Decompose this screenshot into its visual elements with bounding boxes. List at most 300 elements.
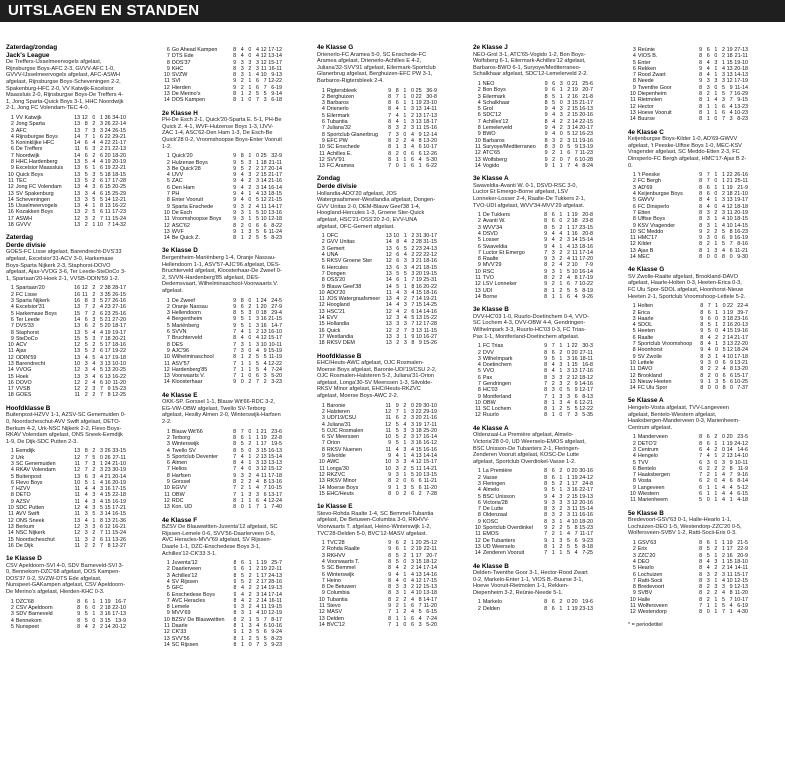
goals: 28-17 xyxy=(112,285,126,292)
team-name: KOSC xyxy=(482,518,499,525)
played: 8 xyxy=(233,504,237,511)
rank: 12 xyxy=(318,302,325,309)
team-name: Blauw Wit'66 xyxy=(171,428,203,435)
rank: 5 xyxy=(632,459,636,466)
wins: 1 xyxy=(551,287,555,294)
team-name: Eilermark xyxy=(482,93,506,100)
team-name: Barendrecht xyxy=(15,361,46,367)
draws: 3 xyxy=(403,289,407,296)
wins: 5 xyxy=(240,441,244,448)
points: 11 xyxy=(572,506,578,513)
rank: 7 xyxy=(632,472,636,479)
team-name: SC Lochem xyxy=(482,406,511,413)
rank: 12 xyxy=(629,609,636,616)
wins: 1 xyxy=(551,393,555,400)
played: 7 xyxy=(388,131,392,138)
played: 11 xyxy=(385,415,392,422)
rank: 13 xyxy=(474,156,481,163)
points: 24 xyxy=(104,127,111,134)
played: 9 xyxy=(233,172,237,179)
team-name: Quick Boys xyxy=(15,171,44,178)
losses: 6 xyxy=(100,310,104,317)
team-name: AJC'96 xyxy=(171,347,190,354)
points: 22 xyxy=(571,343,578,350)
draws: 3 xyxy=(403,258,407,265)
rank: 1 xyxy=(321,402,325,409)
goals: 10-17 xyxy=(734,596,748,603)
points: 8 xyxy=(418,137,422,144)
draws: 1 xyxy=(403,100,407,107)
losses: 2 xyxy=(567,262,571,269)
draws: 2 xyxy=(559,480,563,487)
draws: 1 xyxy=(248,485,252,492)
played: 8 xyxy=(544,93,548,100)
points: 15 xyxy=(571,99,578,106)
goals: 14-11 xyxy=(734,565,748,572)
losses: 4 xyxy=(722,590,726,597)
team-name: RKAV Volendam xyxy=(15,467,56,474)
played: 8 xyxy=(544,118,548,125)
wins: 1 xyxy=(240,235,244,242)
wins: 6 xyxy=(706,440,710,447)
points: 1 xyxy=(418,163,422,170)
team-name: DZC'68 xyxy=(15,598,34,605)
draws: 1 xyxy=(714,453,718,460)
points: 15 xyxy=(726,59,733,66)
team-name: De Tubanters xyxy=(482,537,516,544)
losses: 5 xyxy=(567,387,571,394)
team-name: RDC xyxy=(171,497,184,504)
wins: 2 xyxy=(706,241,710,248)
league-subtitle: Jack's League xyxy=(6,51,50,59)
wins: 4 xyxy=(84,203,88,210)
wins: 4 xyxy=(84,486,88,493)
played: 9 xyxy=(388,453,392,460)
wins: 2 xyxy=(84,209,88,216)
losses: 7 xyxy=(411,296,415,303)
draws: 0 xyxy=(248,197,252,204)
played: 8 xyxy=(233,616,237,623)
points: 7 xyxy=(729,97,733,104)
goals: 17-14 xyxy=(579,249,593,256)
points: 2 xyxy=(263,379,267,386)
losses: 3 xyxy=(256,65,260,72)
draws: 4 xyxy=(92,367,96,374)
rank: 13 xyxy=(474,287,481,294)
played: 7 xyxy=(233,453,237,460)
wins: 5 xyxy=(706,552,710,559)
rank: 2 xyxy=(166,434,170,441)
goals: 11-21 xyxy=(734,247,748,254)
goals: 25-12 xyxy=(423,540,437,547)
legend-note: * = periodetitel xyxy=(628,621,663,628)
team-name: DEO xyxy=(637,558,650,565)
goals: 16-8 xyxy=(582,362,593,369)
points: 11 xyxy=(572,256,578,263)
rank: 5 xyxy=(321,565,325,572)
draws: 0 xyxy=(248,47,252,53)
played: 12 xyxy=(385,408,392,415)
points: 15 xyxy=(104,492,111,499)
played: 9 xyxy=(544,537,548,544)
played: 13 xyxy=(74,221,81,228)
wins: 5 xyxy=(84,335,88,342)
points: 9 xyxy=(730,359,734,366)
goals: 18-16 xyxy=(579,243,593,250)
losses: 8 xyxy=(722,253,726,260)
losses: 6 xyxy=(100,152,104,159)
losses: 5 xyxy=(100,196,104,203)
played: 8 xyxy=(388,552,392,559)
rank: 8 xyxy=(321,277,325,284)
rank: 1 xyxy=(321,233,325,240)
points: 21 xyxy=(726,178,733,185)
losses: 4 xyxy=(722,472,726,479)
points: 15 xyxy=(104,190,111,197)
losses: 6 xyxy=(256,84,260,91)
points: 16 xyxy=(104,486,111,493)
wins: 4 xyxy=(706,565,710,572)
team-name: BVC'12 xyxy=(326,621,345,628)
played: 8 xyxy=(699,540,703,547)
goals: 15-24 xyxy=(112,215,126,222)
losses: 0 xyxy=(722,434,726,441)
team-name: Diepenheim xyxy=(637,91,667,98)
draws: 1 xyxy=(248,616,252,623)
losses: 2 xyxy=(567,381,571,387)
points: 5 xyxy=(574,543,578,550)
points: 11 xyxy=(416,465,422,472)
points: 7 xyxy=(729,241,733,248)
goals: 17-23 xyxy=(112,209,126,216)
losses: 3 xyxy=(100,511,104,518)
rank: 13 xyxy=(629,378,636,385)
goals: 5-30 xyxy=(426,156,437,163)
wins: 4 xyxy=(395,446,399,453)
draws: 3 xyxy=(92,460,96,467)
losses: 2 xyxy=(722,322,726,329)
rank: 12 xyxy=(163,84,170,91)
points: 29 xyxy=(415,402,422,409)
team-name: Blauw Geel'38 xyxy=(326,283,362,290)
points: 27 xyxy=(104,298,111,305)
standings-table xyxy=(473,212,593,300)
team-name: Excelsior Maassluis xyxy=(15,165,64,172)
goals: 18-15 xyxy=(734,216,748,223)
points: 14 xyxy=(260,184,267,191)
draws: 3 xyxy=(248,172,252,179)
wins: 3 xyxy=(551,387,555,394)
played: 7 xyxy=(699,472,703,479)
rank: 4 xyxy=(632,53,636,60)
draws: 5 xyxy=(92,196,96,203)
goals: 22-15 xyxy=(579,118,593,125)
rank: 18 xyxy=(7,392,14,399)
played: 9 xyxy=(544,131,548,138)
goals: 21-5 xyxy=(737,540,748,547)
played: 6 xyxy=(699,491,703,498)
wins: 1 xyxy=(240,366,244,373)
draws: 1 xyxy=(714,609,718,616)
goals: 22-17 xyxy=(579,487,593,494)
goals: 10-25 xyxy=(734,378,748,385)
goals: 7-9 xyxy=(585,262,593,269)
wins: 5 xyxy=(396,283,400,290)
wins: 6 xyxy=(551,605,555,612)
draws: 1 xyxy=(403,571,407,578)
wins: 10 xyxy=(393,233,400,240)
team-name: De Dijk xyxy=(15,542,34,549)
points: 7 xyxy=(574,531,578,538)
team-name: Stevo xyxy=(326,603,341,610)
goals: 8-24 xyxy=(582,162,593,169)
goals: 24-5 xyxy=(271,297,282,304)
draws: 3 xyxy=(92,505,96,512)
draws: 3 xyxy=(248,228,252,235)
losses: 5 xyxy=(722,228,726,235)
wins: 8 xyxy=(395,87,399,94)
points: 4 xyxy=(729,109,733,116)
points: 3 xyxy=(263,641,267,648)
played: 8 xyxy=(699,216,703,223)
rank: 6 xyxy=(477,499,481,506)
team-name: Wilhelmpark xyxy=(482,355,513,362)
rank: 1 xyxy=(477,80,481,87)
wins: 6 xyxy=(551,212,555,219)
rank: 10 xyxy=(474,399,481,406)
rank: 4 xyxy=(632,191,636,198)
goals: 16-14 xyxy=(579,268,593,275)
goals: 14-13 xyxy=(734,72,748,79)
losses: 3 xyxy=(411,106,415,113)
league-block xyxy=(317,44,437,169)
losses: 3 xyxy=(411,434,415,441)
goals: 20-7 xyxy=(582,87,593,94)
wins: 3 xyxy=(551,374,555,381)
played: 13 xyxy=(74,203,81,210)
points: 5 xyxy=(263,235,267,242)
rank: 6 xyxy=(321,434,325,441)
wins: 7 xyxy=(551,343,555,350)
draws: 2 xyxy=(714,465,718,472)
played: 12 xyxy=(74,467,81,474)
losses: 8 xyxy=(411,283,415,290)
league-title: 4e Klasse B xyxy=(473,562,509,570)
wins: 3 xyxy=(395,465,399,472)
played: 8 xyxy=(699,191,703,198)
draws: 0 xyxy=(714,478,718,485)
team-name: Suryoye/Mediterraneo xyxy=(482,143,536,150)
played: 9 xyxy=(388,484,392,491)
rank: 6 xyxy=(10,479,14,486)
wins: 4 xyxy=(84,505,88,512)
draws: 2 xyxy=(248,91,252,98)
rank: 2 xyxy=(477,87,481,94)
team-name: Fleringen xyxy=(482,480,506,487)
goals: 20-19 xyxy=(734,209,748,216)
wins: 4 xyxy=(706,197,710,204)
points: 12 xyxy=(415,459,422,466)
losses: 3 xyxy=(567,368,571,375)
losses: 2 xyxy=(411,252,415,259)
losses: 5 xyxy=(411,465,415,472)
wins: 3 xyxy=(84,196,88,203)
draws: 1 xyxy=(403,603,407,610)
goals: 6-15 xyxy=(737,491,748,498)
goals: 14-7 xyxy=(271,322,282,329)
team-name: ACV xyxy=(15,342,27,349)
table-row xyxy=(6,222,126,228)
wins: 6 xyxy=(706,47,710,53)
points: 10 xyxy=(260,72,267,79)
wins: 1 xyxy=(240,354,244,361)
goals: 8-23 xyxy=(271,635,282,642)
losses: 1 xyxy=(567,480,571,487)
played: 12 xyxy=(74,386,81,393)
points: 38 xyxy=(104,285,111,292)
rank: 13 xyxy=(318,478,325,485)
wins: 3 xyxy=(706,577,710,584)
wins: 4 xyxy=(395,106,399,113)
league-block xyxy=(317,503,437,628)
losses: 6 xyxy=(411,163,415,170)
points: 26 xyxy=(104,448,111,455)
wins: 4 xyxy=(706,59,710,66)
played: 14 xyxy=(385,239,392,246)
points: 7 xyxy=(418,603,422,610)
rank: 6 xyxy=(321,571,325,578)
points: 17 xyxy=(104,354,111,361)
wins: 6 xyxy=(396,264,400,271)
losses: 0 xyxy=(411,87,415,94)
goals: 13-20 xyxy=(423,137,437,144)
draws: 1 xyxy=(559,343,563,350)
played: 8 xyxy=(699,72,703,79)
team-name: Noordscheschut xyxy=(15,536,55,543)
wins: 3 xyxy=(552,143,556,150)
goals: 20-21 xyxy=(112,335,126,342)
goals: 20-16 xyxy=(579,499,593,506)
goals: 9-23 xyxy=(271,641,282,648)
points: 15 xyxy=(415,446,422,453)
points: 7 xyxy=(107,221,111,228)
losses: 4 xyxy=(722,222,726,229)
rank: 4 xyxy=(477,230,481,237)
rank: 3 xyxy=(166,441,170,448)
goals: 21-8 xyxy=(582,93,593,100)
rank: 8 xyxy=(166,197,170,204)
table-row xyxy=(162,235,282,241)
played: 13 xyxy=(74,127,81,134)
points: 12 xyxy=(260,466,267,473)
losses: 4 xyxy=(256,47,260,53)
goals: 6-18 xyxy=(271,97,282,104)
points: 10 xyxy=(726,216,733,223)
losses: 7 xyxy=(256,504,260,511)
played: 7 xyxy=(544,550,548,557)
rank: 5 xyxy=(10,310,14,317)
goals: 19-10 xyxy=(734,59,748,66)
played: 14 xyxy=(385,302,392,309)
goals: 19-15 xyxy=(423,270,437,277)
wins: 4 xyxy=(395,119,399,126)
league-block xyxy=(628,47,748,123)
losses: 3 xyxy=(722,78,726,85)
losses: 4 xyxy=(411,590,415,597)
played: 8 xyxy=(388,150,392,157)
goals: 8-18 xyxy=(582,543,593,550)
team-name: Staphorst xyxy=(15,329,39,336)
points: 18 xyxy=(104,171,111,178)
points: 16 xyxy=(415,283,422,290)
goals: 16-27 xyxy=(423,333,437,340)
team-name: SVVN xyxy=(171,329,187,336)
rank: 11 xyxy=(630,497,636,504)
match-results: OKK-SP. Gorssel 1-1, Blauw Wit'66-RDC 3-2, EG-VW-OBW afgelast, Twello SV-Terborg afgelast, Hesiliy Almen 2-0, Winterswijk-Harfsen 2-2. xyxy=(162,399,281,426)
team-name: EVV xyxy=(326,315,338,322)
wins: 3 xyxy=(395,459,399,466)
rank: 12 xyxy=(163,366,170,373)
draws: 1 xyxy=(92,479,96,486)
wins: 5 xyxy=(551,480,555,487)
rank: 9 xyxy=(632,84,636,91)
draws: 4 xyxy=(92,361,96,367)
rank: 11 xyxy=(630,97,636,104)
goals: 21-11 xyxy=(734,53,748,60)
losses: 5 xyxy=(100,367,104,374)
losses: 4 xyxy=(411,459,415,466)
team-name: Oranje Nassau xyxy=(171,303,208,310)
table-row xyxy=(628,254,748,260)
played: 8 xyxy=(233,65,237,72)
points: 6 xyxy=(574,399,578,406)
played: 8 xyxy=(544,518,548,525)
standings-table xyxy=(628,172,748,260)
draws: 0 xyxy=(559,156,563,163)
goals: 19-18 xyxy=(112,354,126,361)
goals: 11-21 xyxy=(423,478,437,485)
played: 8 xyxy=(388,590,392,597)
table-row xyxy=(628,116,748,122)
league-subtitle: Derde divisie xyxy=(6,241,46,249)
played: 12 xyxy=(74,215,81,222)
points: 13 xyxy=(260,460,267,467)
draws: 1 xyxy=(559,368,563,375)
team-name: Achilles E. xyxy=(326,150,352,157)
played: 8 xyxy=(700,322,704,329)
points: 17 xyxy=(726,546,733,553)
losses: 4 xyxy=(722,353,726,360)
team-name: OFC xyxy=(326,233,339,240)
draws: 1 xyxy=(714,491,718,498)
team-name: Rietmolen xyxy=(637,97,663,104)
points: 20 xyxy=(260,303,267,310)
played: 7 xyxy=(233,373,237,380)
points: 8 xyxy=(107,542,111,549)
losses: 6 xyxy=(256,222,260,229)
draws: 2 xyxy=(248,479,252,486)
team-name: RKSV Groene Ster xyxy=(326,258,373,265)
goals: 20-13 xyxy=(734,322,748,329)
losses: 2 xyxy=(722,465,726,472)
table-row xyxy=(473,412,593,418)
points: 14 xyxy=(260,591,267,598)
played: 8 xyxy=(233,460,237,467)
points: 15 xyxy=(571,362,578,369)
wins: 4 xyxy=(84,492,88,499)
wins: 1 xyxy=(240,91,244,98)
losses: 7 xyxy=(256,97,260,104)
